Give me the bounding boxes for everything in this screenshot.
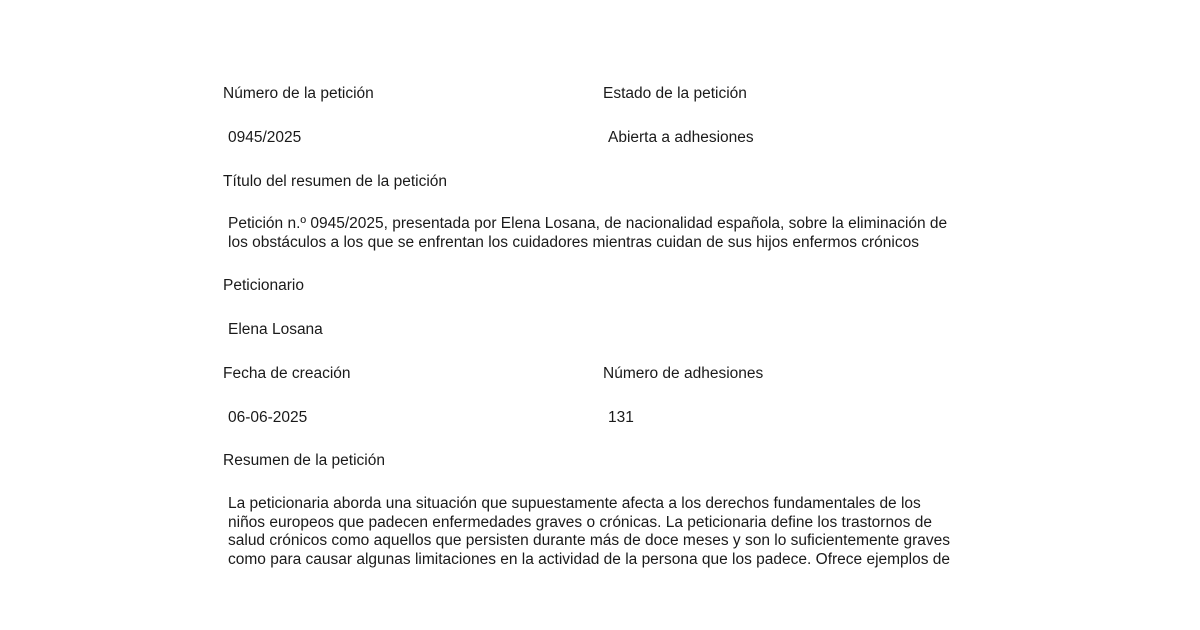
petition-title-line: Petición n.º 0945/2025, presentada por Elena Losana, de nacionalidad española, sobre la eliminación de xyxy=(228,215,948,232)
petition-status-label: Estado de la petición xyxy=(603,85,747,102)
creation-date-value: 06-06-2025 xyxy=(228,409,308,426)
summary-line: La peticionaria aborda una situación que supuestamente afecta a los derechos fundamentales de los xyxy=(228,495,921,512)
petition-title-line: los obstáculos a los que se enfrentan los cuidadores mientras cuidan de sus hijos enfermos crónicos xyxy=(228,233,919,251)
petition-title-label: Título del resumen de la petición xyxy=(223,173,448,190)
petition-status-value: Abierta a adhesiones xyxy=(608,129,754,146)
summary-text xyxy=(228,495,988,568)
summary-line: salud crónicos como aquellos que persisten durante más de doce meses y son lo suficientemente graves xyxy=(228,532,951,549)
petitioner-value: Elena Losana xyxy=(228,321,323,338)
petitioner-label: Peticionario xyxy=(223,277,304,294)
supporters-count-label: Número de adhesiones xyxy=(603,365,764,382)
summary-line: niños europeos que padecen enfermedades graves o crónicas. La peticionaria define los trastornos de xyxy=(228,513,932,531)
summary-line: como para causar algunas limitaciones en la actividad de la persona que los padece. Ofrece ejemplos de xyxy=(228,550,951,568)
petition-number-value: 0945/2025 xyxy=(228,129,302,146)
creation-date-label: Fecha de creación xyxy=(223,365,351,382)
summary-label: Resumen de la petición xyxy=(223,452,385,469)
supporters-count-value: 131 xyxy=(608,409,634,426)
petition-title-text xyxy=(228,215,988,252)
petition-number-label: Número de la petición xyxy=(223,85,374,102)
